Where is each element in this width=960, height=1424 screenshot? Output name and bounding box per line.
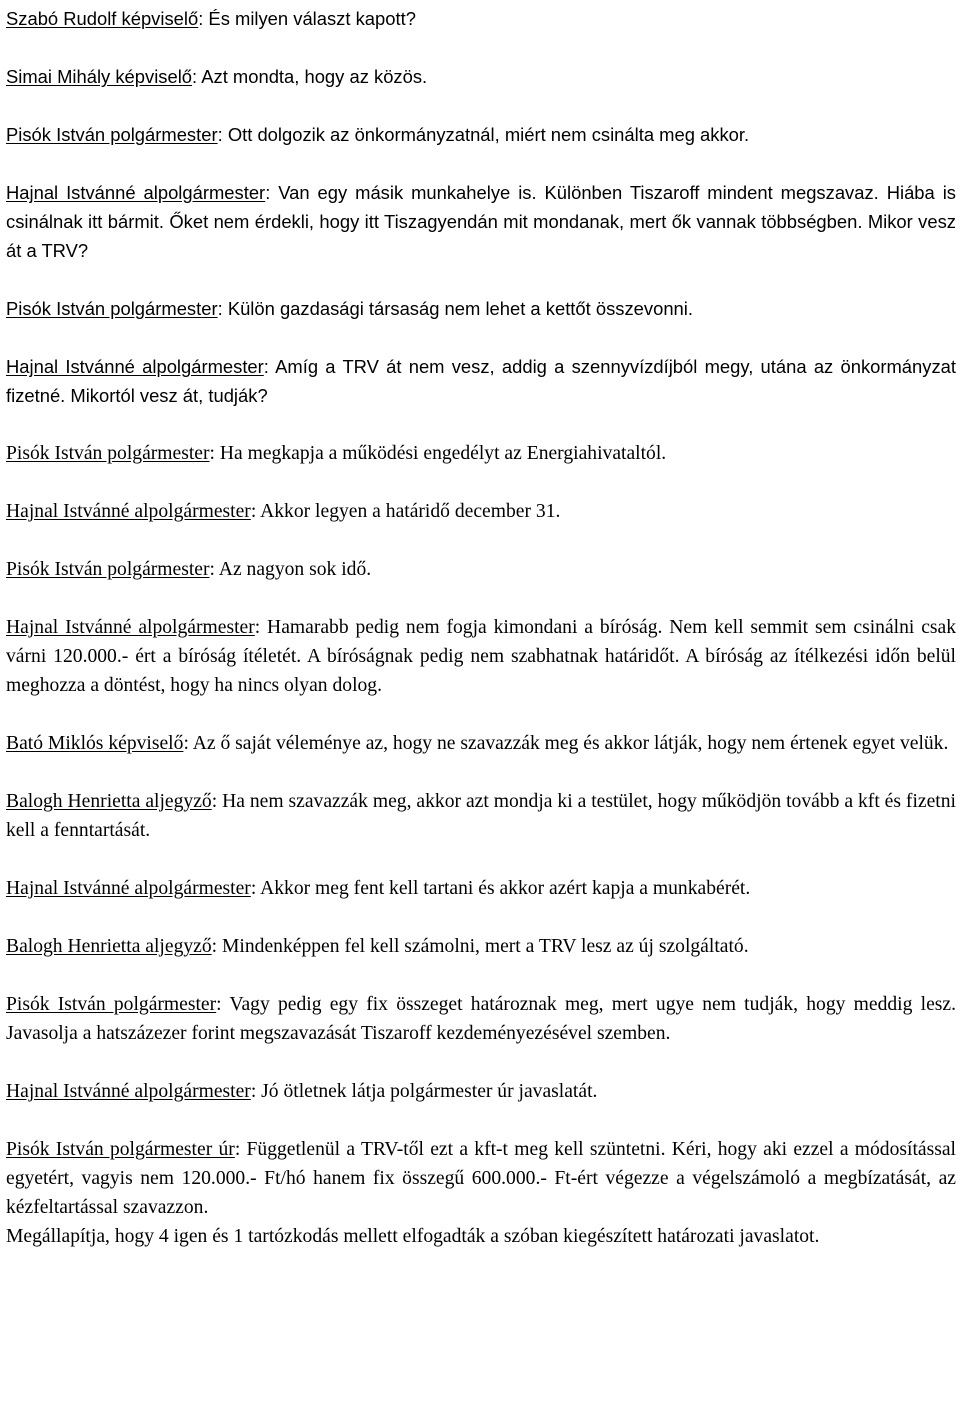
speaker-name: Hajnal Istvánné alpolgármester xyxy=(6,356,264,377)
minutes-paragraph xyxy=(6,178,956,265)
resolution-text: Megállapítja, hogy 4 igen és 1 tartózkodás mellett elfogadták a szóban kiegészített határozati javaslatot. xyxy=(6,1226,820,1247)
statement-text: : Az ő saját véleménye az, hogy ne szavazzák meg és akkor látják, hogy nem értenek egyet velük. xyxy=(183,733,949,754)
statement-text: : Van egy másik munkahelye is. Különben Tiszaroff mindent megszavaz. Hiába is csinálnak itt bármit. Őket nem érdekli, hogy itt Tiszagyendán mit mondanak, mert ők vannak többségben. Mikor vesz át a TRV? xyxy=(6,182,956,261)
minutes-paragraph xyxy=(6,120,956,149)
statement-text: : Ott dolgozik az önkormányzatnál, miért nem csinálta meg akkor. xyxy=(217,124,750,145)
minutes-paragraph xyxy=(6,932,956,961)
minutes-paragraph xyxy=(6,787,956,845)
minutes-paragraph xyxy=(6,1077,956,1106)
statement-text: : Az nagyon sok idő. xyxy=(209,559,372,580)
statement-text: : És milyen választ kapott? xyxy=(198,8,416,29)
minutes-paragraph xyxy=(6,729,956,758)
statement-text: : Vagy pedig egy fix összeget határoznak meg, mert ugye nem tudják, hogy meddig lesz. Javasolja a hatszázezer forint megszavazását Tiszaroff kezdeményezésével szemben. xyxy=(6,994,956,1044)
statement-text: : Függetlenül a TRV-től ezt a kft-t meg kell szüntetni. Kéri, hogy aki ezzel a módosítással egyetért, vagyis nem 120.000.- Ft/hó hanem fix összegű 600.000.- Ft-ért végezze a végelszámoló a megbízatását, az kézfeltartással szavazzon. xyxy=(6,1139,957,1218)
statement-text: : Amíg a TRV át nem vesz, addig a szennyvízdíjból megy, utána az önkormányzat fizetné. Mikortól vesz át, tudják? xyxy=(6,356,956,406)
minutes-paragraph xyxy=(6,497,956,526)
statement-text: : Akkor meg fent kell tartani és akkor azért kapja a munkabérét. xyxy=(250,878,751,899)
speaker-name: Hajnal Istvánné alpolgármester xyxy=(6,501,251,522)
minutes-paragraph xyxy=(6,294,956,323)
statement-text: : Ha nem szavazzák meg, akkor azt mondja ki a testület, hogy működjön tovább a kft és fizetni kell a fenntartását. xyxy=(6,791,956,841)
statement-text: : Akkor legyen a határidő december 31. xyxy=(250,501,561,522)
statement-text: : Hamarabb pedig nem fogja kimondani a bíróság. Nem kell semmit sem csinálni csak várni 120.000.- ért a bíróság ítéletét. A bíróságnak pedig nem szabhatnak határidőt. A bíróság az ítélkezési időn belül meghozza a döntést, hogy ha nincs olyan dolog. xyxy=(6,617,957,696)
statement-text: : Azt mondta, hogy az közös. xyxy=(192,66,428,87)
speaker-name: Hajnal Istvánné alpolgármester xyxy=(6,617,255,638)
statement-text: : Mindenképpen fel kell számolni, mert a TRV lesz az új szolgáltató. xyxy=(211,936,749,957)
resolution-paragraph xyxy=(6,1222,956,1251)
minutes-paragraph xyxy=(6,352,956,410)
speaker-name: Pisók István polgármester xyxy=(6,559,210,580)
minutes-page xyxy=(6,4,956,1251)
statement-text: : Külön gazdasági társaság nem lehet a kettőt összevonni. xyxy=(217,298,693,319)
minutes-paragraph xyxy=(6,990,956,1048)
speaker-name: Pisók István polgármester úr xyxy=(6,1139,235,1160)
speaker-name: Pisók István polgármester xyxy=(6,298,218,319)
minutes-paragraph xyxy=(6,4,956,33)
minutes-paragraph xyxy=(6,874,956,903)
speaker-name: Pisók István polgármester xyxy=(6,124,218,145)
speaker-name: Pisók István polgármester xyxy=(6,994,217,1015)
minutes-paragraph xyxy=(6,613,956,700)
speaker-name: Simai Mihály képviselő xyxy=(6,66,193,87)
speaker-name: Balogh Henrietta aljegyző xyxy=(6,936,212,957)
minutes-paragraph xyxy=(6,555,956,584)
speaker-name: Hajnal Istvánné alpolgármester xyxy=(6,182,266,203)
speaker-name: Pisók István polgármester xyxy=(6,443,210,464)
speaker-name: Szabó Rudolf képviselő xyxy=(6,8,199,29)
minutes-paragraph xyxy=(6,1135,956,1222)
speaker-name: Bató Miklós képviselő xyxy=(6,733,184,754)
minutes-paragraph xyxy=(6,62,956,91)
speaker-name: Hajnal Istvánné alpolgármester xyxy=(6,1081,251,1102)
speaker-name: Balogh Henrietta aljegyző xyxy=(6,791,212,812)
statement-text: : Jó ötletnek látja polgármester úr javaslatát. xyxy=(250,1081,598,1102)
speaker-name: Hajnal Istvánné alpolgármester xyxy=(6,878,251,899)
statement-text: : Ha megkapja a működési engedélyt az Energiahivataltól. xyxy=(209,443,667,464)
minutes-paragraph xyxy=(6,439,956,468)
